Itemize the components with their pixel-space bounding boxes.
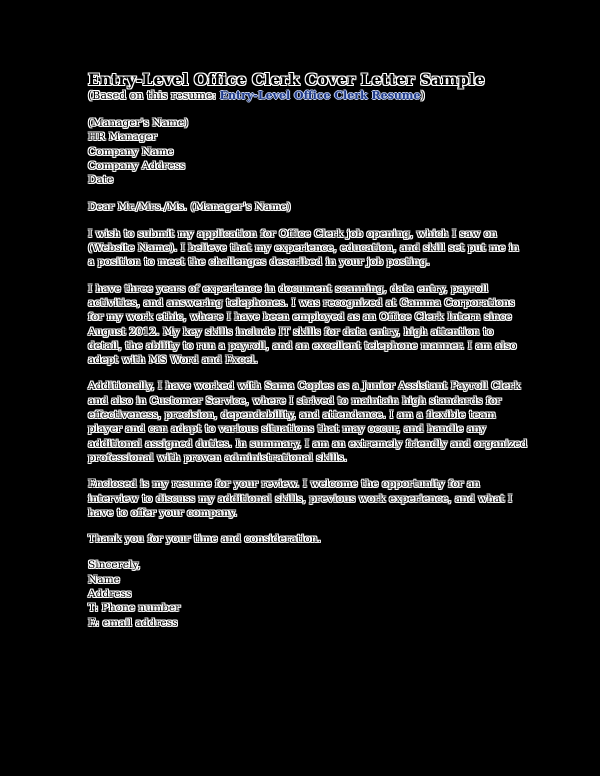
subtitle-suffix: ) [420, 89, 425, 102]
body-paragraph: Enclosed is my resume for your review. I welcome the opportunity for an interview to discuss my additional skills, previous work experience, and what I have to offer your company. [88, 478, 513, 519]
closing-block [88, 558, 528, 629]
cover-letter-page [88, 70, 528, 630]
closing-line: Name [88, 573, 120, 586]
document-title: Entry-Level Office Clerk Cover Letter Sample [88, 70, 485, 89]
body-paragraph: Thank you for your time and consideration. [88, 533, 321, 546]
recipient-line: (Manager's Name) [88, 117, 189, 129]
resume-link[interactable]: Entry-Level Office Clerk Resume [219, 89, 421, 102]
body-paragraph: Additionally, I have worked with Sama Copies as a Junior Assistant Payroll Clerk and also in Customer Service, where I strived to maintain high standards for effectiveness, precision, dependability, and attendance. I am a flexible team player and can adapt to various situations that may occur, and handle any additional assigned duties. In summary, I am an extremely friendly and organized professional with proven administrational skills. [88, 380, 528, 464]
recipient-line: Company Name [88, 145, 174, 158]
salutation: Dear Mr./Mrs./Ms. (Manager's Name) [88, 201, 291, 214]
closing-line: E: email address [88, 616, 178, 629]
closing-line: Address [88, 588, 132, 601]
recipient-line: Company Address [88, 159, 186, 172]
recipient-block [88, 116, 528, 187]
document-subtitle [88, 89, 528, 103]
salutation-block [88, 200, 528, 214]
subtitle-prefix: (Based on this resume: [88, 89, 220, 102]
recipient-line: HR Manager [88, 131, 157, 144]
closing-line: T: Phone number [88, 602, 181, 615]
closing-line: Sincerely, [88, 559, 141, 572]
body-paragraph: I have three years of experience in document scanning, data entry, payroll activities, and answering telephones. I was recognized at Gamma Corporations for my work ethic, where I have been employed as an Office Clerk Intern since August 2012. My key skills include IT skills for data entry, high attention to detail, the ability to run a payroll, and an excellent telephone manner. I am also adept with MS Word and Excel. [88, 282, 517, 367]
body-block [88, 227, 528, 547]
recipient-line: Date [88, 174, 114, 187]
body-paragraph: I wish to submit my application for Office Clerk job opening, which I saw on (Website Name). I believe that my experience, education, and skill set put me in a position to meet the challenges described in your job posting. [88, 227, 519, 269]
